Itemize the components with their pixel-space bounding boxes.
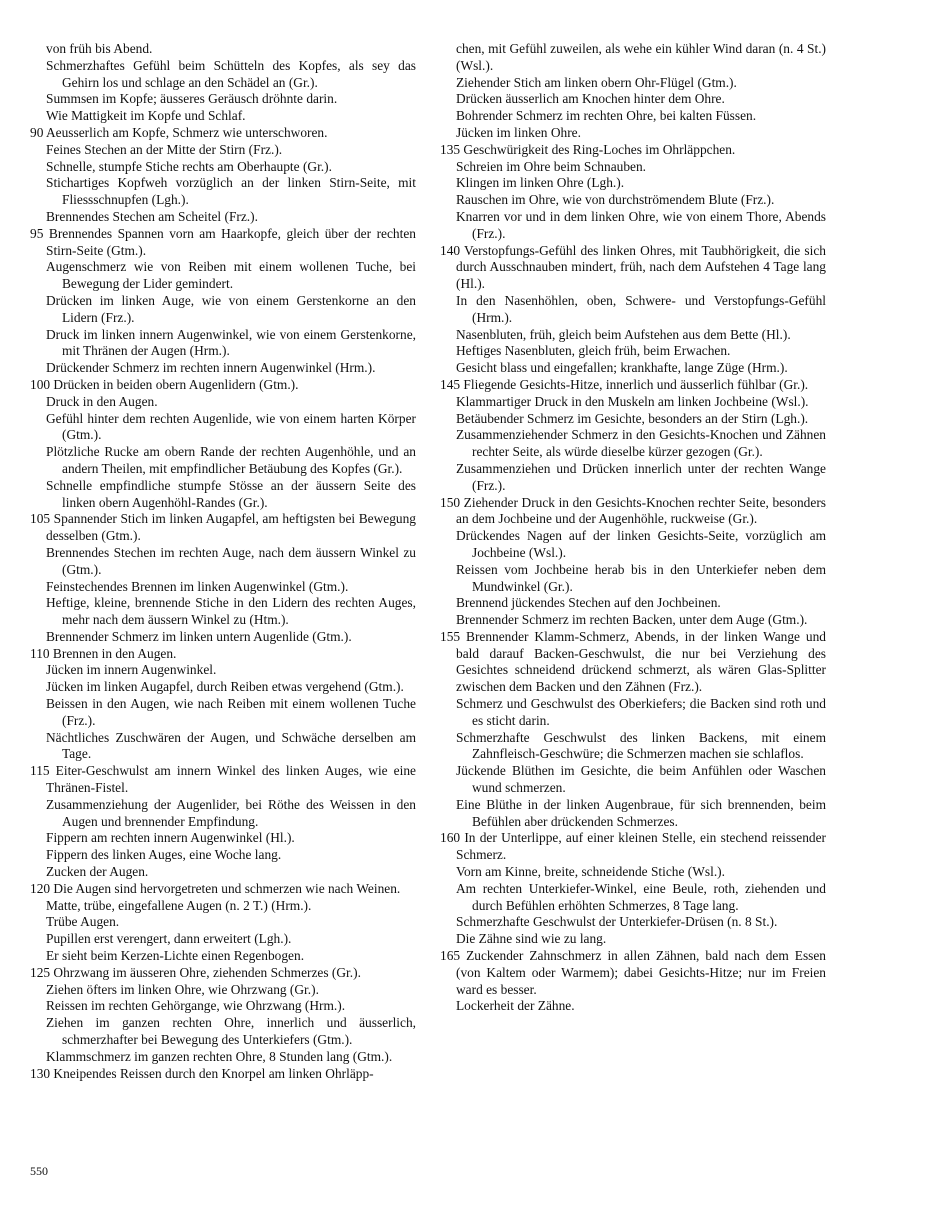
symptom-entry: 160 In der Unterlippe, auf einer kleinen Stelle, ein stechend reissender Schmerz. <box>440 830 826 863</box>
symptom-entry: Schmerzhafte Geschwulst des linken Backens, mit einem Zahnfleisch-Geschwüre; die Schmerzen machen sie schlaflos. <box>456 729 826 762</box>
symptom-entry: 95 Brennendes Spannen vorn am Haarkopfe, gleich über der rechten Stirn-Seite (Gtm.). <box>30 225 416 258</box>
symptom-entry: Zusammenziehender Schmerz in den Gesichts-Knochen und Zähnen rechter Seite, als würde dieselbe kürzer gezogen (Gr.). <box>456 427 826 460</box>
symptom-entry: Matte, trübe, eingefallene Augen (n. 2 T.) (Hrm.). <box>46 897 312 913</box>
symptom-entry: Knarren vor und in dem linken Ohre, wie von einem Thore, Abends (Frz.). <box>456 208 826 241</box>
symptom-entry: Bohrender Schmerz im rechten Ohre, bei kalten Füssen. <box>456 108 757 124</box>
symptom-entry: Augenschmerz wie von Reiben mit einem wollenen Tuche, bei Bewegung der Lider gemindert. <box>46 259 416 292</box>
symptom-entry: Drücken im linken Auge, wie von einem Gerstenkorne an den Lidern (Frz.). <box>46 292 416 325</box>
symptom-entry: Reissen vom Jochbeine herab bis in den Unterkiefer neben dem Mundwinkel (Gr.). <box>456 561 826 594</box>
symptom-entry: Stichartiges Kopfweh vorzüglich an der linken Stirn-Seite, mit Fliessschnupfen (Lgh.). <box>46 175 416 208</box>
symptom-entry: 90 Aeusserlich am Kopfe, Schmerz wie unterschworen. <box>30 124 328 140</box>
symptom-entry: 130 Kneipendes Reissen durch den Knorpel am linken Ohrläpp- <box>30 1065 374 1081</box>
symptom-entry: Beissen in den Augen, wie nach Reiben mit einem wollenen Tuche (Frz.). <box>46 696 416 728</box>
symptom-entry: Ziehender Stich am linken obern Ohr-Flügel (Gtm.). <box>456 74 737 90</box>
right-column <box>440 41 826 1015</box>
symptom-entry: 140 Verstopfungs-Gefühl des linken Ohres, mit Taubhörigkeit, die sich durch Ausschnauben mindert, früh, nach dem Aufstehen 4 Tage lang (Hl.). <box>440 242 826 292</box>
symptom-entry: Am rechten Unterkiefer-Winkel, eine Beule, roth, ziehenden und durch Befühlen erhöhten Schmerzes, 8 Tage lang. <box>456 880 826 913</box>
symptom-entry: Feinstechendes Brennen im linken Augenwinkel (Gtm.). <box>46 578 349 594</box>
symptom-entry: Nächtliches Zuschwären der Augen, und Schwäche derselben am Tage. <box>46 729 416 762</box>
symptom-entry: Summsen im Kopfe; äusseres Geräusch dröhnte darin. <box>46 91 338 107</box>
symptom-entry: Zusammenziehung der Augenlider, bei Röthe des Weissen in den Augen und brennender Empfindung. <box>46 796 416 829</box>
symptom-entry: Zusammenziehen und Drücken innerlich unter der rechten Wange (Frz.). <box>456 460 826 493</box>
symptom-entry: Betäubender Schmerz im Gesichte, besonders an der Stirn (Lgh.). <box>456 410 809 426</box>
symptom-entry: Jücken im innern Augenwinkel. <box>46 662 217 678</box>
symptom-entry: Klammschmerz im ganzen rechten Ohre, 8 Stunden lang (Gtm.). <box>46 1048 393 1064</box>
symptom-entry: Drücken äusserlich am Knochen hinter dem Ohre. <box>456 91 725 107</box>
page-number: 550 <box>30 1164 48 1178</box>
symptom-entry: Brennender Schmerz im linken untern Augenlide (Gtm.). <box>46 628 352 644</box>
symptom-entry: In den Nasenhöhlen, oben, Schwere- und Verstopfungs-Gefühl (Hrm.). <box>456 292 826 325</box>
left-column <box>30 41 416 1082</box>
symptom-entry: Heftige, kleine, brennende Stiche in den Lidern des rechten Auges, mehr nach dem äussern Winkel zu (Htm.). <box>46 595 416 628</box>
symptom-entry: Brennendes Stechen am Scheitel (Frz.). <box>46 208 258 224</box>
symptom-entry: 115 Eiter-Geschwulst am innern Winkel des linken Auges, wie eine Thränen-Fistel. <box>30 763 416 796</box>
symptom-entry: Brennend jückendes Stechen auf den Jochbeinen. <box>456 595 721 611</box>
symptom-entry: Fippern des linken Auges, eine Woche lang. <box>46 847 282 863</box>
symptom-entry: Drückender Schmerz im rechten innern Augenwinkel (Hrm.). <box>46 360 376 376</box>
symptom-entry: Drückendes Nagen auf der linken Gesichts-Seite, vorzüglich am Jochbeine (Wsl.). <box>456 528 826 560</box>
symptom-entry: Schmerzhaftes Gefühl beim Schütteln des Kopfes, als sey das Gehirn los und schlage an den Schädel an (Gr.). <box>46 57 416 90</box>
symptom-entry: 150 Ziehender Druck in den Gesichts-Knochen rechter Seite, besonders an dem Jochbeine und der Augenhöhle, ruckweise (Gr.). <box>440 494 826 527</box>
symptom-entry: Pupillen erst verengert, dann erweitert (Lgh.). <box>46 931 292 947</box>
symptom-entry: chen, mit Gefühl zuweilen, als wehe ein kühler Wind daran (n. 4 St.) (Wsl.). <box>456 41 826 73</box>
symptom-entry: Vorn am Kinne, breite, schneidende Stiche (Wsl.). <box>456 864 725 880</box>
symptom-entry: Brennendes Stechen im rechten Auge, nach dem äussern Winkel zu (Gtm.). <box>46 544 416 577</box>
symptom-entry: Schnelle, stumpfe Stiche rechts am Oberhaupte (Gr.). <box>46 158 332 174</box>
symptom-entry: Plötzliche Rucke am obern Rande der rechten Augenhöhle, und an andern Theilen, mit empfindlicher Betäubung des Kopfes (Gr.). <box>46 444 416 476</box>
symptom-entry: 145 Fliegende Gesichts-Hitze, innerlich und äusserlich fühlbar (Gr.). <box>440 376 809 392</box>
symptom-entry: Schmerzhafte Geschwulst der Unterkiefer-Drüsen (n. 8 St.). <box>456 914 778 930</box>
symptom-entry: Druck im linken innern Augenwinkel, wie von einem Gerstenkorne, mit Thränen der Augen (Hrm.). <box>46 326 416 359</box>
symptom-entry: Zucken der Augen. <box>46 864 149 880</box>
symptom-entry: Er sieht beim Kerzen-Lichte einen Regenbogen. <box>46 948 305 964</box>
symptom-entry: Ziehen öfters im linken Ohre, wie Ohrzwang (Gr.). <box>46 981 319 997</box>
symptom-entry: Eine Blüthe in der linken Augenbraue, für sich brennenden, beim Befühlen aber drückenden Schmerzes. <box>456 796 826 829</box>
symptom-entry: Rauschen im Ohre, wie von durchströmendem Blute (Frz.). <box>456 192 775 208</box>
symptom-entry: 120 Die Augen sind hervorgetreten und schmerzen wie nach Weinen. <box>30 880 401 896</box>
symptom-entry: 125 Ohrzwang im äusseren Ohre, ziehenden Schmerzes (Gr.). <box>30 964 361 980</box>
symptom-entry: Klingen im linken Ohre (Lgh.). <box>456 175 625 191</box>
symptom-entry: 110 Brennen in den Augen. <box>30 645 177 661</box>
symptom-entry: Jückende Blüthen im Gesichte, die beim Anfühlen oder Waschen wund schmerzen. <box>456 763 826 796</box>
symptom-entry: Druck in den Augen. <box>46 393 158 409</box>
symptom-entry: Feines Stechen an der Mitte der Stirn (Frz.). <box>46 141 283 157</box>
symptom-entry: Jücken im linken Ohre. <box>456 124 581 140</box>
symptom-entry: Brennender Schmerz im rechten Backen, unter dem Auge (Gtm.). <box>456 612 808 628</box>
symptom-entry: Schreien im Ohre beim Schnauben. <box>456 158 647 174</box>
symptom-entry: Gefühl hinter dem rechten Augenlide, wie von einem harten Körper (Gtm.). <box>46 410 416 443</box>
symptom-entry: Schmerz und Geschwulst des Oberkiefers; die Backen sind roth und es sticht darin. <box>456 696 826 728</box>
symptom-entry: von früh bis Abend. <box>46 41 153 56</box>
symptom-entry: Fippern am rechten innern Augenwinkel (Hl.). <box>46 830 295 846</box>
symptom-entry: Lockerheit der Zähne. <box>456 998 575 1014</box>
symptom-entry: Reissen im rechten Gehörgange, wie Ohrzwang (Hrm.). <box>46 998 346 1014</box>
symptom-entry: Wie Mattigkeit im Kopfe und Schlaf. <box>46 108 246 124</box>
symptom-entry: 155 Brennender Klamm-Schmerz, Abends, in der linken Wange und bald darauf Backen-Geschwulst, die nur bei Verziehung des Gesichtes schneidend drückend schmerzt, als wären Glas-Splitter zwischen dem Backen und den Zähnen (Frz.). <box>440 628 826 695</box>
symptom-entry: 165 Zuckender Zahnschmerz in allen Zähnen, bald nach dem Essen (von Kaltem oder Warmem); dabei Gesichts-Hitze; nur im Freien ward es besser. <box>440 948 826 997</box>
symptom-entry: Gesicht blass und eingefallen; krankhafte, lange Züge (Hrm.). <box>456 360 788 376</box>
symptom-entry: Klammartiger Druck in den Muskeln am linken Jochbeine (Wsl.). <box>456 393 809 409</box>
symptom-entry: Heftiges Nasenbluten, gleich früh, beim Erwachen. <box>456 343 731 359</box>
symptom-entry: Nasenbluten, früh, gleich beim Aufstehen aus dem Bette (Hl.). <box>456 326 791 342</box>
symptom-entry: Die Zähne sind wie zu lang. <box>456 931 607 947</box>
symptom-entry: 135 Geschwürigkeit des Ring-Loches im Ohrläppchen. <box>440 141 736 157</box>
symptom-entry: Ziehen im ganzen rechten Ohre, innerlich und äusserlich, schmerzhafter bei Bewegung des Unterkiefers (Gtm.). <box>46 1015 416 1048</box>
symptom-entry: Trübe Augen. <box>46 914 120 930</box>
symptom-entry: Schnelle empfindliche stumpfe Stösse an der äussern Seite des linken obern Augenhöhl-Randes (Gr.). <box>46 477 416 510</box>
symptom-entry: 100 Drücken in beiden obern Augenlidern (Gtm.). <box>30 376 299 392</box>
symptom-entry: 105 Spannender Stich im linken Augapfel, am heftigsten bei Bewegung desselben (Gtm.). <box>30 511 416 544</box>
symptom-entry: Jücken im linken Augapfel, durch Reiben etwas vergehend (Gtm.). <box>46 679 404 695</box>
